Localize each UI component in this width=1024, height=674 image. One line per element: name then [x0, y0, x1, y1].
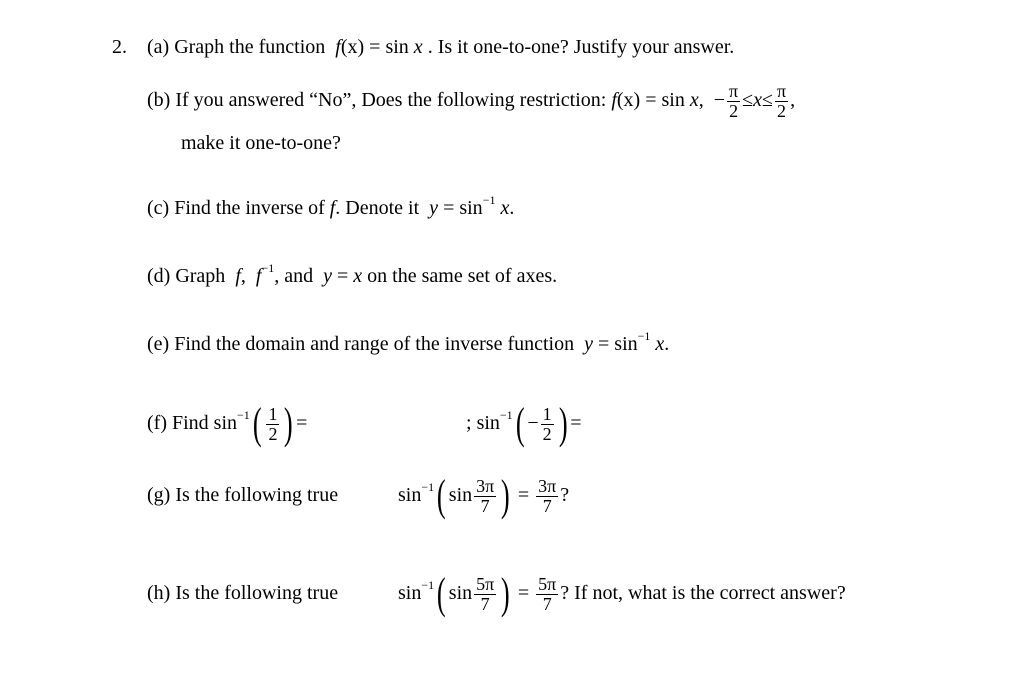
part-b: (b) If you answered “No”, Does the following restriction: f(x) = sin x, − $\frac{\pi}{2}$ ≤x≤ $\frac{\pi}{2}$ ,: [147, 80, 796, 121]
part-f-label: (f): [147, 412, 167, 434]
part-f: (f) Find $\sin^{-1}$( $\frac{1}{2}$ ) =: [147, 399, 308, 449]
part-b-text: If you answered “No”, Does the following restriction:: [175, 89, 607, 111]
fraction-5pi-over-7: $\frac{5\pi}{7}$: [476, 573, 495, 614]
fraction-one-half: $\frac{1}{2}$: [268, 403, 278, 444]
part-c-label: (c): [147, 197, 170, 219]
part-d: (d) Graph f, $f^{-1}$, and y = x on the same set of axes.: [147, 261, 558, 287]
part-g-expression: $\sin^{-1}$( sin $\frac{3\pi}{7}$ ) = $\frac{3\pi}{7}$ ?: [398, 471, 570, 521]
part-h: (h) Is the following true: [147, 582, 339, 604]
fraction-5pi-over-7: $\frac{5\pi}{7}$: [538, 573, 557, 614]
func-f: f: [335, 36, 341, 58]
part-d-label: (d): [147, 265, 171, 287]
part-f-second: ; $\sin^{-1}$( − $\frac{1}{2}$ ) =: [466, 399, 582, 449]
part-e-label: (e): [147, 333, 170, 355]
part-a: (a) Graph the function f(x) = sin x . Is it one-to-one? Justify your answer.: [147, 36, 735, 58]
part-a-text: Graph the function: [174, 36, 326, 58]
part-a-label: (a): [147, 36, 170, 58]
part-e: (e) Find the domain and range of the inverse function $y = \sin^{-1} x$.: [147, 329, 670, 355]
fraction-pi-over-2: $\frac{\pi}{2}$: [776, 80, 787, 121]
part-b-label: (b): [147, 89, 171, 111]
part-g-label: (g): [147, 484, 171, 506]
fraction-one-half: $\frac{1}{2}$: [542, 403, 552, 444]
part-h-expression: $\sin^{-1}$( sin $\frac{5\pi}{7}$ ) = $\frac{5\pi}{7}$ ? If not, what is the correct answer?: [398, 569, 846, 619]
part-c: (c) Find the inverse of f. Denote it $y = \sin^{-1} x$.: [147, 193, 515, 219]
part-g: (g) Is the following true: [147, 484, 339, 506]
fraction-3pi-over-7: $\frac{3\pi}{7}$: [476, 475, 495, 516]
fraction-3pi-over-7: $\frac{3\pi}{7}$: [538, 475, 557, 516]
part-a-question: . Is it one-to-one? Justify your answer.: [427, 36, 735, 58]
problem-number: 2.: [112, 36, 127, 58]
fraction-pi-over-2: $\frac{\pi}{2}$: [729, 80, 739, 121]
part-h-label: (h): [147, 582, 171, 604]
part-b-continuation: make it one-to-one?: [181, 132, 341, 154]
